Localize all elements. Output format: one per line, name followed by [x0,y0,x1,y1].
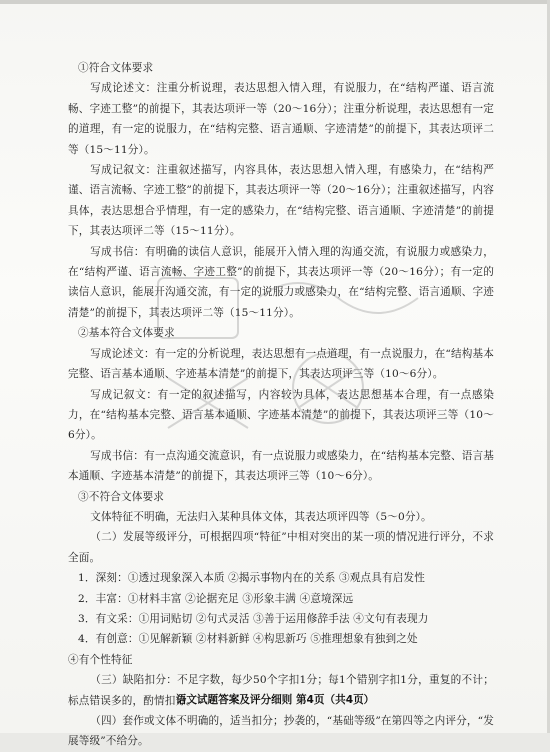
para-narrative-2: 写成记叙文：有一定的叙述描写，内容较为具体，表达思想基本合理，有一点感染力，在“结构基本完整、语言基本通顺、字迹基本清楚”的前提下，其表达项评三等（10～6分）。 [68,388,494,442]
page-footer: 语文试题答案及评分细则 第4页（共4页） [175,694,375,706]
para-letter-2: 写成书信：有一点沟通交流意识，有一点说服力或感染力，在“结构基本完整、语言基本通顺、字迹基本清楚”的前提下，其表达项评三等（10～6分）。 [68,449,494,483]
answer-content [68,58,494,752]
rule-literary: 3．有文采：①用词贴切 ②句式灵活 ③善于运用修辞手法 ④文句有表现力 [78,612,429,625]
rule-richness: 2．丰富：①材料丰富 ②论据充足 ③形象丰满 ④意境深远 [78,592,354,605]
para-deductions: （三）缺陷扣分：不足字数，每少50个字扣1分；每1个错别字扣1分，重复的不计；标点错误多的，酌情扣分。 [68,674,494,707]
para-plagiarism: （四）套作或文体不明确的，适当扣分；抄袭的，“基础等级”在第四等之内评分，“发展等级”不给分。 [68,715,494,748]
rule-creativity: 4．有创意：①见解新颖 ②材料新鲜 ④构思新巧 ⑤推理想象有独到之处 [78,633,418,646]
para-argumentative-2: 写成论述文：有一定的分析说理，表达思想有一点道理，有一点说服力，在“结构基本完整、语言基本通顺、字迹基本清楚”的前提下，其表达项评三等（10～6分）。 [68,347,494,381]
para-unclear-genre: 文体特征不明确，无法归入某种具体文体，其表达项评四等（5～0分）。 [90,510,432,523]
heading-not-genre: ③不符合文体要求 [78,490,164,503]
para-development-grade: （二）发展等级评分，可根据四项“特征”中相对突出的某一项的情况进行评分，不求全面。 [68,531,494,564]
scan-edge-top [0,0,550,4]
rule-depth: 1．深刻：①透过现象深入本质 ②揭示事物内在的关系 ③观点具有启发性 [78,572,425,585]
rule-personality: ④有个性特征 [68,653,133,666]
heading-fits-genre: ①符合文体要求 [78,62,154,74]
para-narrative-1: 写成记叙文：注重叙述描写，内容具体，表达思想入情入理，有感染力，在“结构严谨、语言流畅、字迹工整”的前提下，其表达项评一等（20～16分）；注重叙述描写，内容具体，表达思想合乎情理，有一定的感染力，在“结构完整、语言通顺、字迹清楚”的前提下，其表达项评二等（15～11分）。 [68,164,494,238]
para-argumentative-1: 写成论述文：注重分析说理，表达思想入情入理，有说服力，在“结构严谨、语言流畅、字迹工整”的前提下，其表达项评一等（20～16分）；注重分析说理，表达思想有一定的道理，有一定的说服力，在“结构完整、语言通顺、字迹清楚”的前提下，其表达项评二等（15～11分）。 [68,82,494,156]
para-letter-1: 写成书信：有明确的读信人意识，能展开入情入理的沟通交流，有说服力或感染力，在“结构严谨、语言流畅、字迹工整”的前提下，其表达项评一等（20～16分）；有一定的读信人意识，能展开沟通交流，有一定的说服力或感染力，在“结构完整、语言通顺、字迹清楚”的前提下，其表达项评二等（15～11分）。 [68,245,494,319]
heading-basic-genre: ②基本符合文体要求 [78,327,175,340]
